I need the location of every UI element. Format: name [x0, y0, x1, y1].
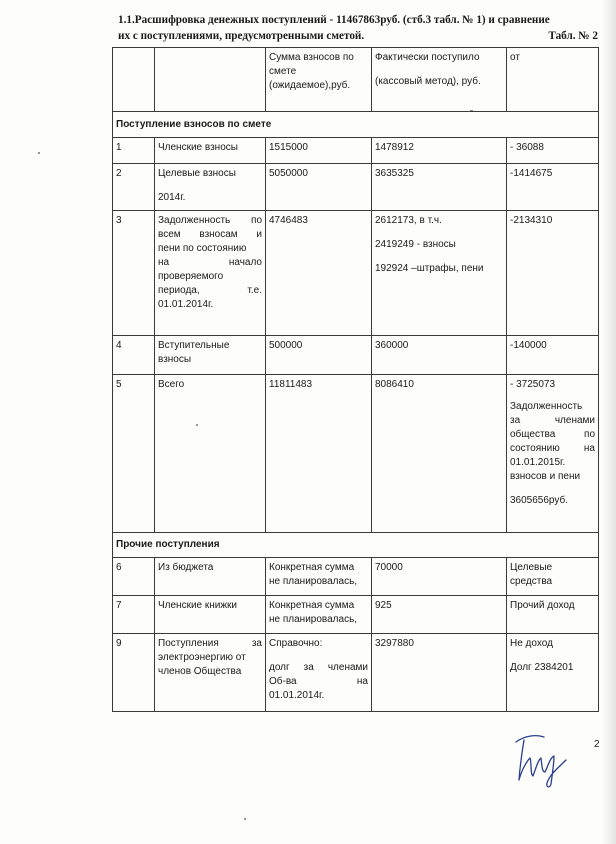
table-row: 7 Членские книжки Конкретная сумма не планировалась, 925 Прочий доход [113, 596, 599, 634]
document-heading [118, 12, 598, 44]
header-cell-name [155, 48, 266, 112]
heading-line-2-row [118, 28, 598, 44]
header-cell-plan: Сумма взносов по смете (ожидаемое),руб. [266, 48, 372, 112]
heading-line-2: их с поступлениями, предусмотренными сметой. [118, 30, 365, 42]
table-header-row [113, 48, 599, 112]
table-row: 9 Поступления за электроэнергию от членов Общества Справочно: долг за членами Об-ва на 01.01.2014г. 3297880 Не доход Долг 2384201 [113, 634, 599, 712]
scan-speck [196, 424, 198, 426]
table-row: 2 Целевые взносы 2014г. 5050000 3635325 -1414675 [113, 164, 599, 211]
header-cell-num [113, 48, 155, 112]
table-row: 6 Из бюджета Конкретная сумма не планировалась, 70000 Целевые средства [113, 558, 599, 596]
scan-speck [38, 152, 40, 154]
section-title-budget: Поступление взносов по смете [113, 112, 599, 138]
page-number: 2 [594, 739, 600, 750]
receipts-table [112, 47, 599, 712]
header-cell-fact: Фактически поступило (кассовый метод), руб. [372, 48, 507, 112]
scan-speck [244, 818, 246, 820]
table-label: Табл. № 2 [548, 30, 598, 42]
table-row: 1 Членские взносы 1515000 1478912 - 36088 [113, 138, 599, 164]
table-row: 3 Задолженность по всем взносам и пени по состоянию на начало проверяемого периода, т.е. 01.01.2014г. 4746483 2612173, в т.ч. 2419249 - взносы 192924 –штрафы, пени -2134310 [113, 211, 599, 336]
section-row-other [113, 533, 599, 558]
table-row: 4 Вступительные взносы 500000 360000 -140000 [113, 336, 599, 375]
section-row-budget [113, 112, 599, 138]
heading-line-1: 1.1.Расшифровка денежных поступлений - 11467863руб. (стб.3 табл. № 1) и сравнение [118, 14, 550, 26]
table-row-total: 5 Всего 11811483 8086410 - 3725073 Задолженность за членами общества по состоянию на 01.01.2015г. взносов и пени 3605656руб. [113, 375, 599, 533]
section-title-other: Прочие поступления [113, 533, 599, 558]
header-cell-diff: от [507, 48, 599, 112]
handwritten-signature [510, 728, 572, 790]
scan-edge-shadow [602, 0, 616, 844]
scan-speck [470, 110, 473, 111]
